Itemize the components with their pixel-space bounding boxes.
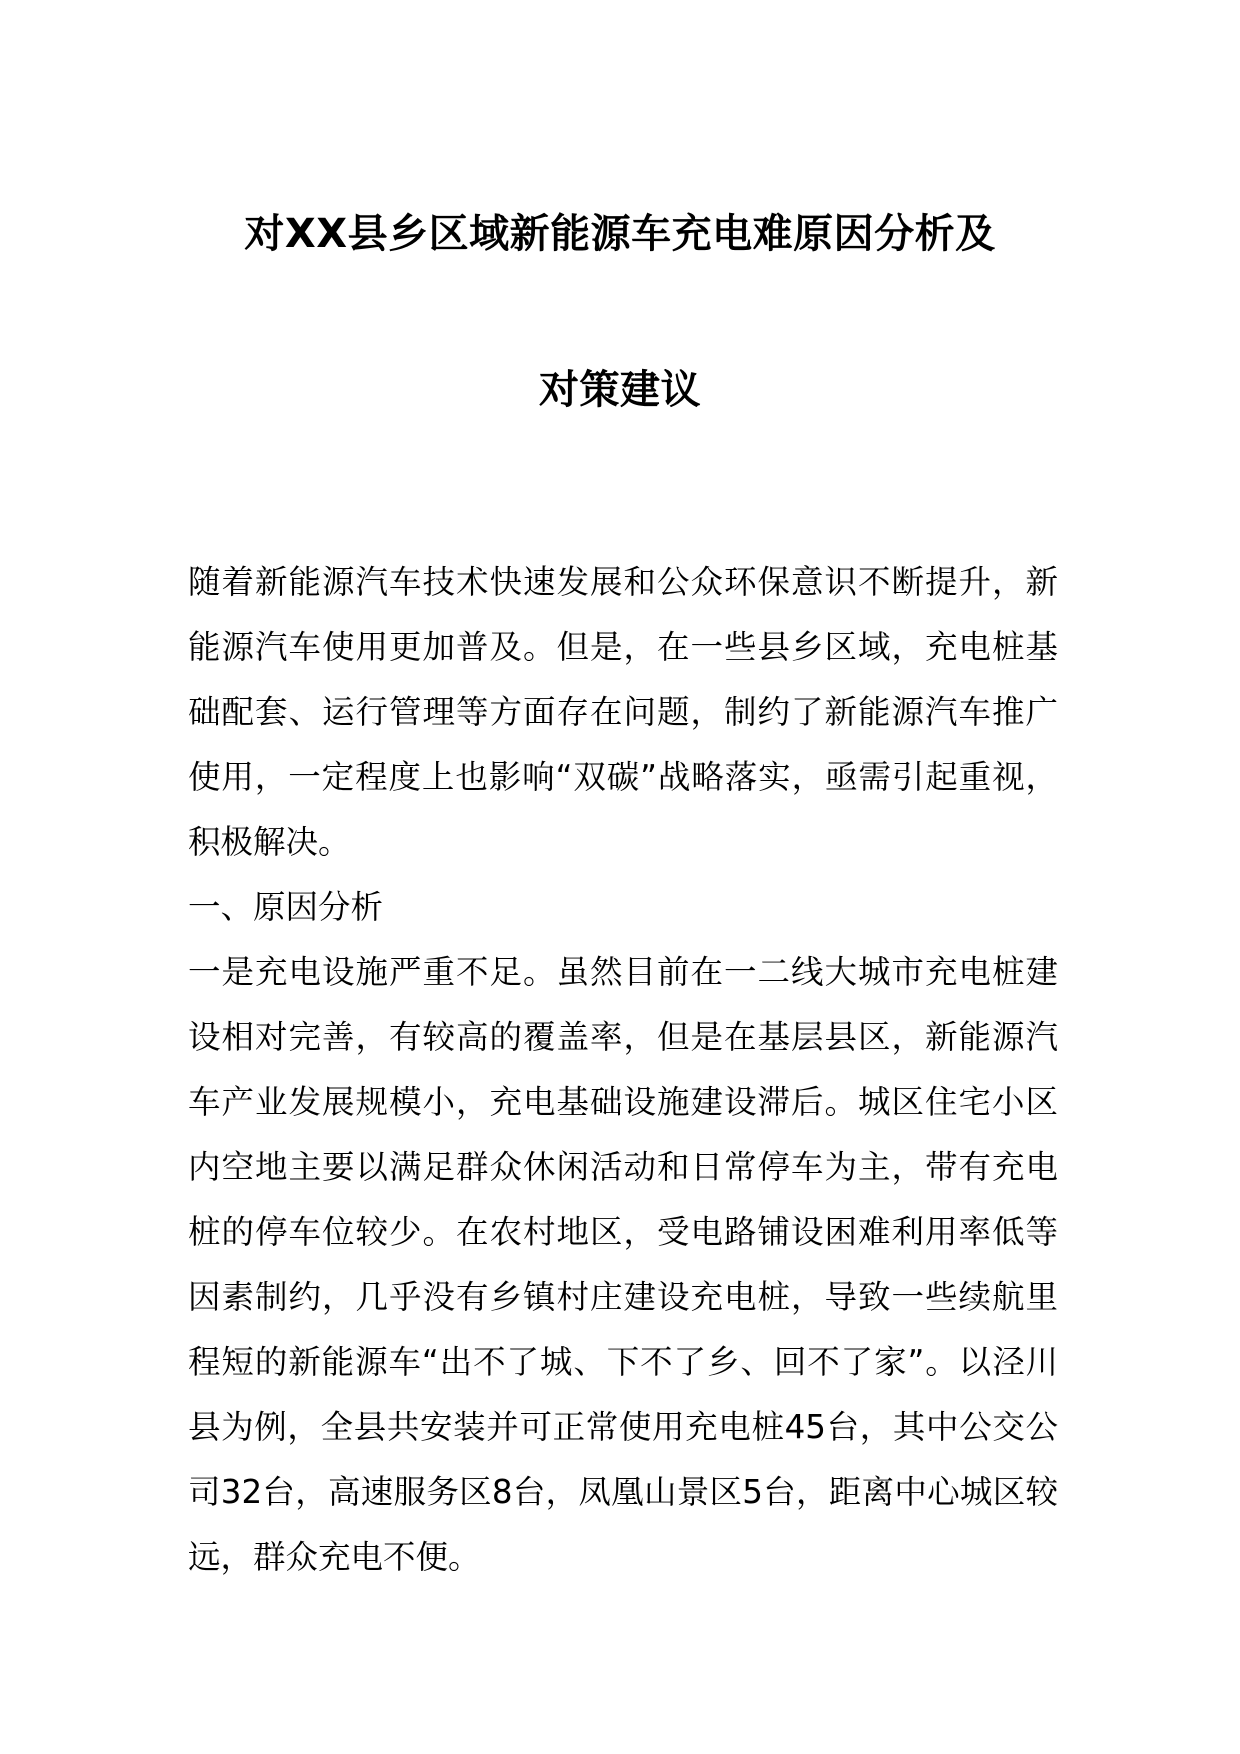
document-title-line-2: 对策建议: [539, 367, 701, 413]
cause-paragraph: 一是充电设施严重不足。虽然目前在一二线大城市充电桩建设相对完善，有较高的覆盖率，但是在基层县区，新能源汽车产业发展规模小，充电基础设施建设滞后。城区住宅小区内空地主要以满足群众休闲活动和日常停车为主，带有充电桩的停车位较少。在农村地区，受电路铺设困难利用率低等因素制约，几乎没有乡镇村庄建设充电桩，导致一些续航里程短的新能源车“出不了城、下不了乡、回不了家”。以泾川县为例，全县共安装并可正常使用充电桩45台，其中公交公司32台，高速服务区8台，凤凰山景区5台，距离中心城区较远，群众充电不便。: [188, 953, 1058, 1576]
document-title-line-1: 对XX县乡区域新能源车充电难原因分析及: [244, 211, 996, 257]
intro-paragraph: 随着新能源汽车技术快速发展和公众环保意识不断提升，新能源汽车使用更加普及。但是，在一些县乡区域，充电桩基础配套、运行管理等方面存在问题，制约了新能源汽车推广使用，一定程度上也影响“双碳”战略落实，亟需引起重视，积极解决。: [188, 563, 1058, 861]
document-body: [188, 550, 1058, 1590]
section-heading: 一、原因分析: [188, 888, 384, 926]
